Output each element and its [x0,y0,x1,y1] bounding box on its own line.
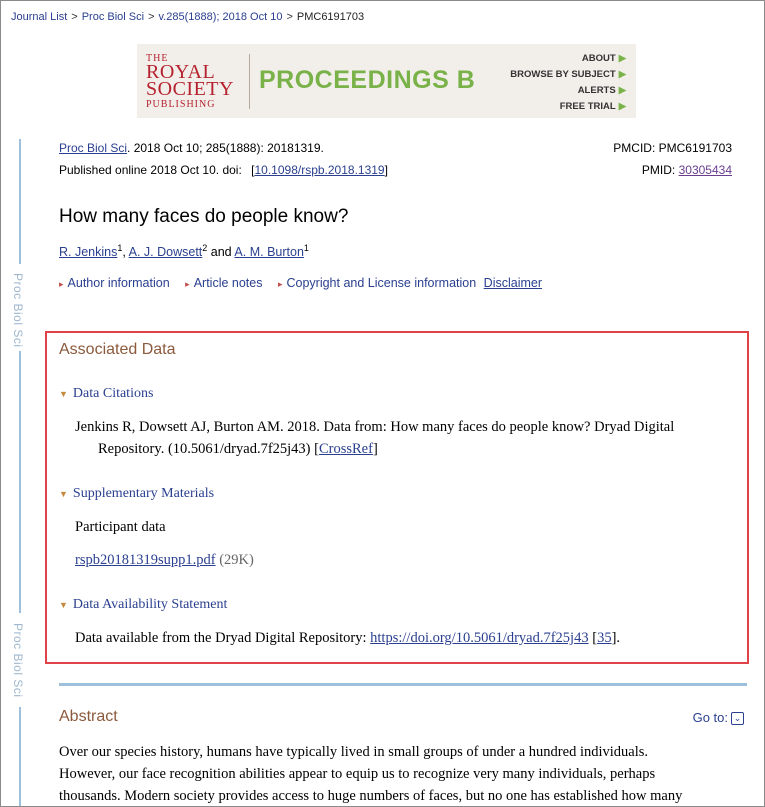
data-availability-toggle[interactable] [59,597,227,613]
citation-details: . 2018 Oct 10; 285(1888): 20181319. [127,141,324,155]
supplementary-file [75,552,254,569]
bracket: ]. [611,630,621,646]
article-notes-toggle[interactable]: Article notes [193,276,263,290]
breadcrumb-separator: > [148,11,155,23]
author-affiliation-sup: 2 [202,243,208,253]
abstract-heading: Abstract [59,708,118,725]
arrow-right-icon: ▶ [618,53,626,64]
published-line [59,163,388,177]
logo-society: SOCIETY [146,78,234,100]
arrow-right-icon: ▶ [618,101,626,112]
author-information-toggle[interactable]: Author information [67,276,170,290]
banner-menu-browse[interactable]: BROWSE BY SUBJECT ▶ [510,69,626,80]
chevron-down-icon: ⌄ [731,712,744,725]
breadcrumb-separator: > [286,11,293,23]
article-info-links [59,276,542,290]
goto-label: Go to: [692,710,728,725]
copyright-toggle[interactable]: Copyright and License information [286,276,477,290]
banner-menu [510,51,626,115]
associated-data-heading: Associated Data [59,341,176,358]
data-citation-line1: Jenkins R, Dowsett AJ, Burton AM. 2018. Data from: How many faces do people know? Dryad Digital [75,419,675,435]
triangle-right-icon: ▸ [277,279,283,289]
author-separator: and [207,245,235,260]
side-rail [19,351,21,613]
availability-label: Data Availability Statement [72,597,228,612]
breadcrumb-current: PMC6191703 [296,11,365,23]
side-journal-label[interactable]: Proc Biol Sci [11,273,25,348]
supplementary-file-link[interactable]: rspb20181319supp1.pdf [75,552,216,568]
breadcrumb [11,11,364,23]
logo-the: THE [146,53,169,64]
banner-menu-free-trial[interactable]: FREE TRIAL ▶ [559,101,626,112]
doi-link[interactable]: 10.1098/rspb.2018.1319 [254,163,385,177]
published-text: Published online 2018 Oct 10. doi: [59,163,242,177]
section-rule [59,683,747,686]
abstract-text [59,741,749,807]
author-link[interactable]: A. M. Burton [234,245,304,260]
banner-menu-alerts[interactable]: ALERTS ▶ [577,85,626,96]
royal-society-logo[interactable] [146,53,234,111]
disclaimer-link[interactable]: Disclaimer [483,276,543,290]
breadcrumb-separator: > [71,11,78,23]
breadcrumb-journal[interactable]: Proc Biol Sci [81,11,145,23]
abstract-line: thousands. Modern society provides access to huge numbers of faces, but no one has established how many [59,788,683,804]
data-availability-text [75,630,620,647]
citation-line [59,141,324,155]
breadcrumb-journal-list[interactable]: Journal List [11,11,68,23]
author-link[interactable]: A. J. Dowsett [128,245,203,260]
data-citation-line2 [98,441,378,458]
bracket: [ [588,630,598,646]
breadcrumb-issue[interactable]: v.285(1888); 2018 Oct 10 [158,11,283,23]
journal-link[interactable]: Proc Biol Sci [59,141,128,155]
logo-publishing: PUBLISHING [146,99,216,110]
banner-divider [249,54,250,109]
author-separator: , [122,245,129,260]
abstract-line: Over our species history, humans have typically lived in small groups of under a hundred individuals. [59,744,649,760]
arrow-right-icon: ▶ [618,85,626,96]
triangle-down-icon: ▼ [59,600,68,610]
data-citations-label: Data Citations [72,386,154,401]
article-title: How many faces do people know? [59,206,349,227]
arrow-right-icon: ▶ [618,69,626,80]
doi-bracket: ] [384,163,388,177]
pmid-label: PMID: [641,163,676,177]
doi-bracket: [ [251,163,255,177]
author-affiliation-sup: 1 [303,243,309,253]
reference-link[interactable]: 35 [597,630,612,646]
data-citation-text: Repository. (10.5061/dryad.7f25j43) [ [98,441,319,457]
side-rail [19,707,21,807]
pmcid: PMCID: PMC6191703 [613,141,732,155]
goto-button[interactable] [693,710,744,725]
side-rail [19,139,21,264]
pmid-line [642,163,732,177]
triangle-right-icon: ▸ [185,279,190,289]
dryad-doi-link[interactable]: https://doi.org/10.5061/dryad.7f25j43 [370,630,589,646]
logo-royal: ROYAL [146,61,216,83]
side-journal-label[interactable]: Proc Biol Sci [11,623,25,698]
supplementary-materials-toggle[interactable] [59,486,214,502]
triangle-right-icon: ▸ [59,279,64,289]
author-link[interactable]: R. Jenkins [59,245,118,260]
data-citations-toggle[interactable] [59,386,153,402]
availability-statement: Data available from the Dryad Digital Repository: [75,630,371,646]
file-size: (29K) [219,552,254,568]
banner-menu-about[interactable]: ABOUT ▶ [581,53,626,64]
triangle-down-icon: ▼ [59,489,68,499]
triangle-down-icon: ▼ [59,389,68,399]
pmid-link[interactable]: 30305434 [678,163,732,177]
supplementary-description: Participant data [75,519,166,535]
crossref-link[interactable]: CrossRef [318,441,373,457]
supplementary-label: Supplementary Materials [72,486,215,501]
author-affiliation-sup: 1 [117,243,123,253]
abstract-line: However, our face recognition abilities appear to equip us to recognize very many individuals, perhaps [59,766,656,782]
bracket: ] [372,441,378,457]
journal-banner[interactable] [137,44,636,118]
author-list [59,243,309,259]
journal-name[interactable]: PROCEEDINGS B [259,66,476,94]
